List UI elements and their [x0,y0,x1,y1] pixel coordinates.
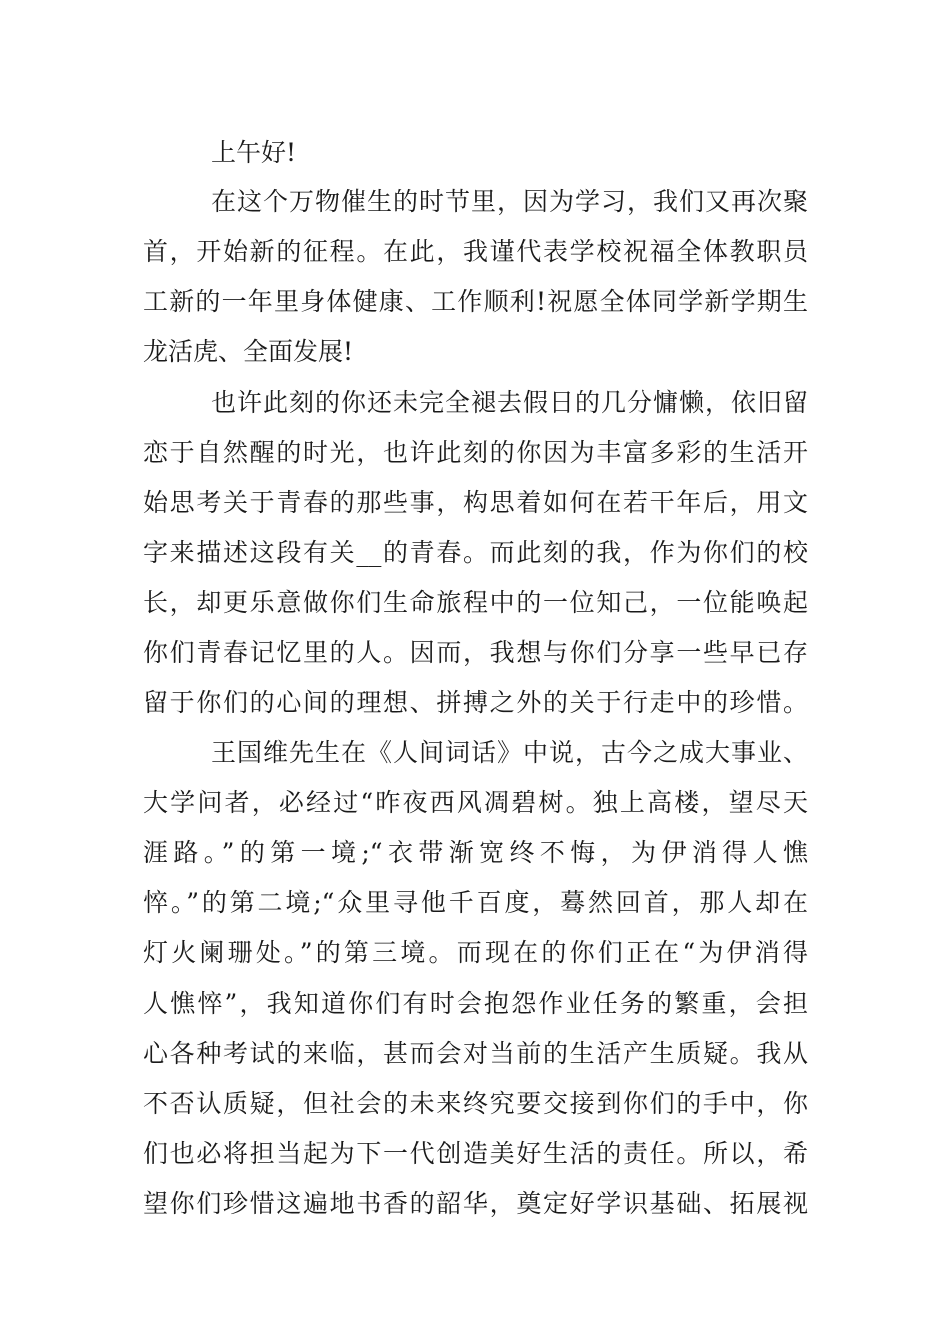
paragraph-2-line-4: 字来描述这段有关__的青春。而此刻的我，作为你们的校 [143,538,808,567]
paragraph-2-line-5: 长，却更乐意做你们生命旅程中的一位知己，一位能唤起 [143,588,808,617]
paragraph-3-line-7: 心各种考试的来临，甚而会对当前的生活产生质疑。我从 [143,1039,808,1068]
paragraph-2-line-6: 你们青春记忆里的人。因而，我想与你们分享一些早已存 [143,638,808,667]
paragraph-3-line-8: 不否认质疑，但社会的未来终究要交接到你们的手中，你 [143,1089,808,1118]
paragraph-3-line-9: 们也必将担当起为下一代创造美好生活的责任。所以，希 [143,1139,808,1168]
paragraph-3-line-5: 灯火阑珊处。”的第三境。而现在的你们正在“为伊消得 [143,938,808,967]
paragraph-3-line-6: 人憔悴”，我知道你们有时会抱怨作业任务的繁重，会担 [143,989,808,1018]
paragraph-3-line-3: 涯路。”的第一境;“衣带渐宽终不悔，为伊消得人憔 [143,838,808,867]
paragraph-1-line-4: 龙活虎、全面发展! [143,337,354,366]
paragraph-1-line-2: 首，开始新的征程。在此，我谨代表学校祝福全体教职员 [143,237,808,266]
paragraph-2-line-1: 也许此刻的你还未完全褪去假日的几分慵懒，依旧留 [211,388,808,417]
paragraph-3-line-2: 大学问者，必经过“昨夜西风凋碧树。独上高楼，望尽天 [143,788,808,817]
paragraph-1-line-1: 在这个万物催生的时节里，因为学习，我们又再次聚 [211,187,808,216]
paragraph-3-line-1: 王国维先生在《人间词话》中说，古今之成大事业、 [211,738,808,767]
greeting-line: 上午好! [211,138,297,167]
paragraph-2-line-2: 恋于自然醒的时光，也许此刻的你因为丰富多彩的生活开 [143,438,808,467]
paragraph-3-line-10: 望你们珍惜这遍地书香的韶华，奠定好学识基础、拓展视 [143,1189,808,1218]
paragraph-1-line-3: 工新的一年里身体健康、工作顺利!祝愿全体同学新学期生 [143,287,808,316]
paragraph-3-line-4: 悴。”的第二境;“众里寻他千百度，蓦然回首，那人却在 [143,888,808,917]
paragraph-2-line-7: 留于你们的心间的理想、拼搏之外的关于行走中的珍惜。 [143,688,808,717]
paragraph-2-line-3: 始思考关于青春的那些事，构思着如何在若干年后，用文 [143,488,808,517]
